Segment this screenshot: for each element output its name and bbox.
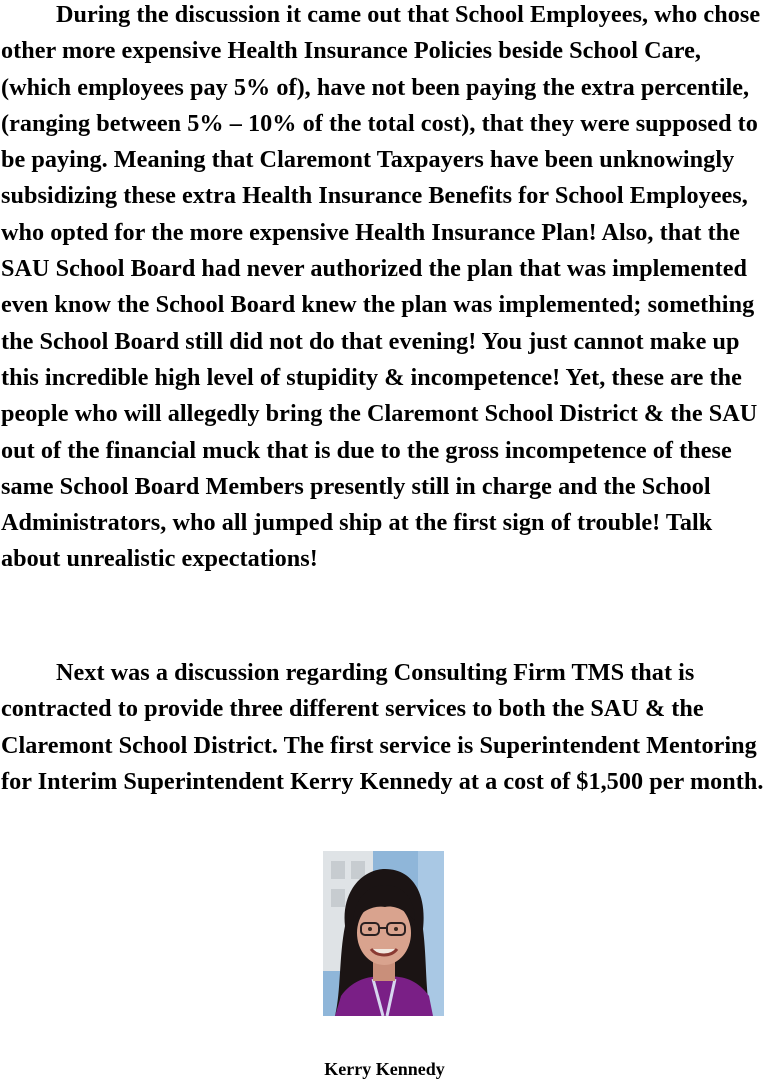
body-paragraph-2: Next was a discussion regarding Consulting Firm TMS that is contracted to provide three different services to both the SAU & the Claremont School District. The first service is Superintendent Mentoring for Interim Superintendent Kerry Kennedy at a cost of $1,500 per month. <box>1 659 764 795</box>
body-paragraph-1: During the discussion it came out that School Employees, who chose other more expensive Health Insurance Policies beside School Care, (which employees pay 5% of), have not been paying the extra percentile, (ranging between 5% – 10% of the total cost), that they were supposed to be paying. Meaning that Claremont Taxpayers have been unknowingly subsidizing these extra Health Insurance Benefits for School Employees, who opted for the more expensive Health Insurance Plan! Also, that the SAU School Board had never authorized the plan that was implemented even know the School Board knew the plan was implemented; something the School Board still did not do that evening! You just cannot make up this incredible high level of stupidity & incompetence! Yet, these are the people who will allegedly bring the Claremont School District & the SAU out of the financial muck that is due to the gross incompetence of these same School Board Members presently still in charge and the School Administrators, who all jumped ship at the first sign of trouble! Talk about unrealistic expectations! <box>1 1 761 573</box>
photo-caption-text: Kerry Kennedy <box>324 1059 445 1079</box>
portrait-photo <box>323 851 444 1016</box>
photo-caption <box>0 1058 765 1080</box>
